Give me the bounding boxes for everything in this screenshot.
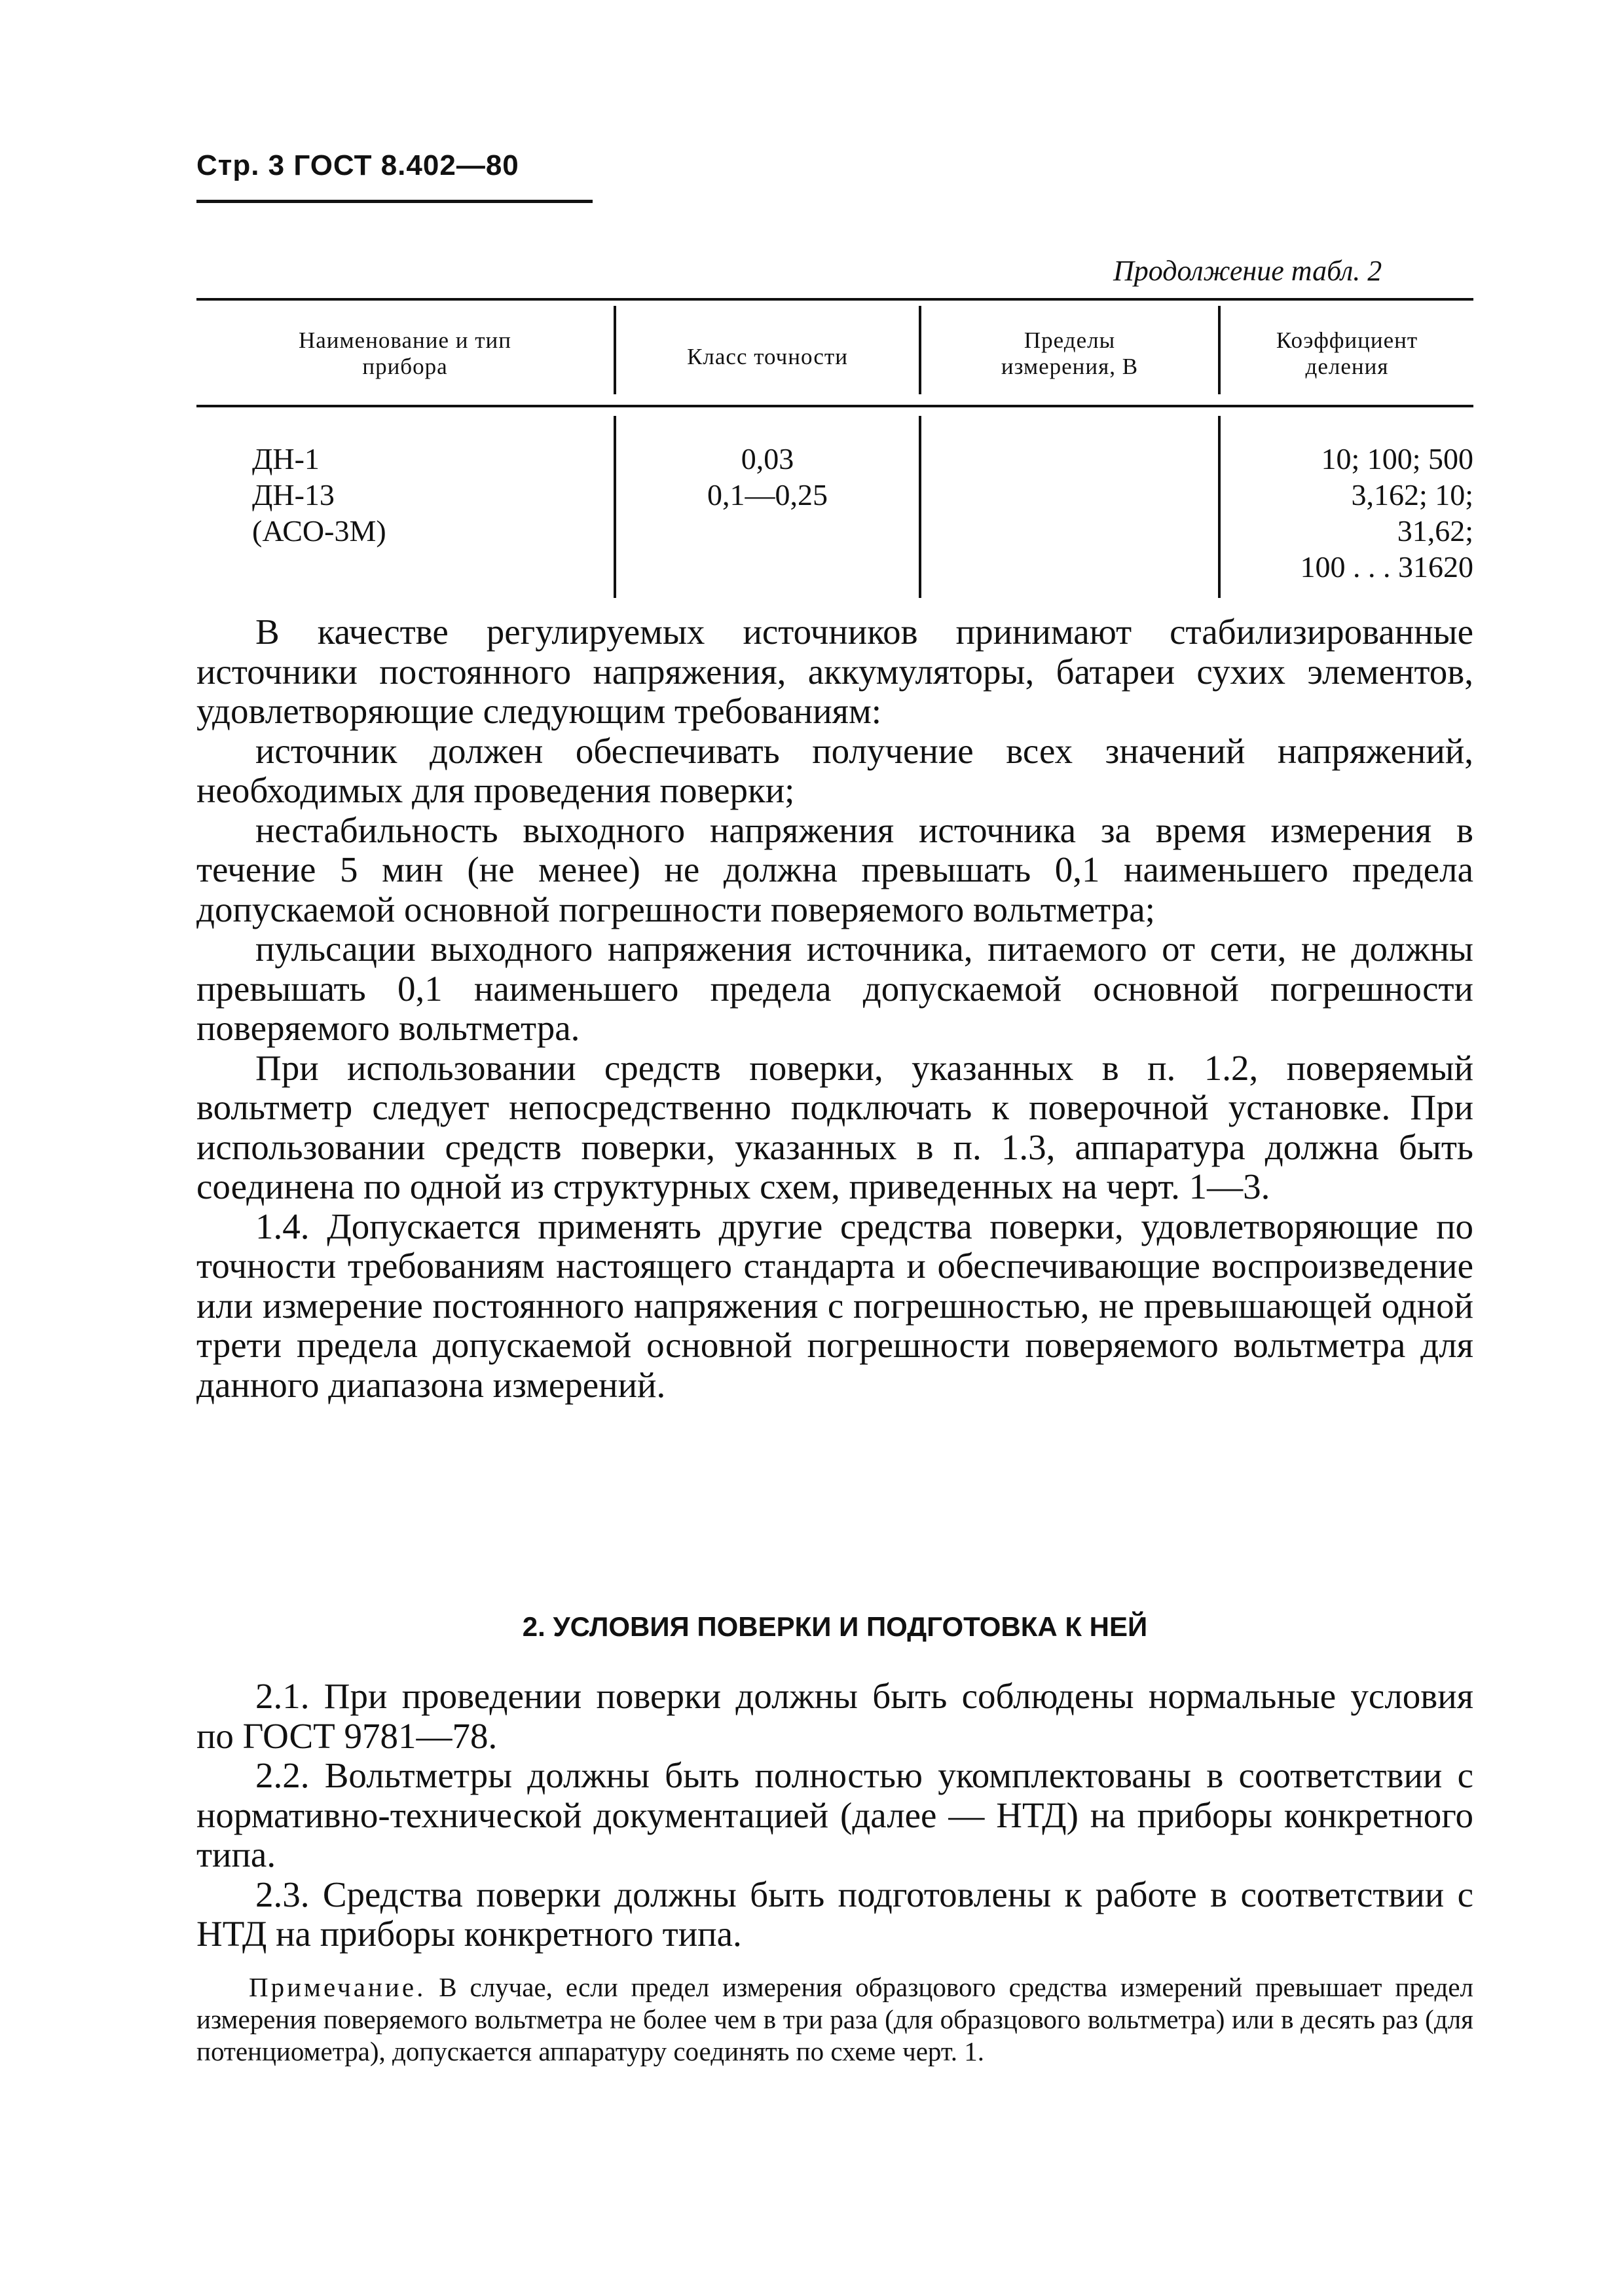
paragraph: нестабильность выходного напряжения источника за время измерения в течение 5 мин (не менее) не должна превышать 0,1 наименьшего предела допускаемой основной погрешности поверяемого вольтметра; [196, 810, 1473, 929]
paragraph: При использовании средств поверки, указанных в п. 1.2, поверяемый вольтметр следует непосредственно подключать к поверочной установке. При использовании средств поверки, указанных в п. 1.3, аппаратура должна быть соединена по одной из структурных схем, приведенных на черт. 1—3. [196, 1047, 1473, 1206]
table-caption: Продолжение табл. 2 [1113, 255, 1382, 287]
note [196, 1971, 1473, 2068]
body-text [196, 612, 1473, 1405]
paragraph: 2.3. Средства поверки должны быть подготовлены к работе в соответствии с НТД на приборы конкретного типа. [196, 1874, 1473, 1954]
table-top-rule [196, 298, 1473, 301]
note-label: Примечание. [249, 1972, 426, 2002]
spec-table [196, 298, 1473, 603]
column-header-name: Наименование и тип прибора [298, 327, 512, 379]
paragraph: 2.1. При проведении поверки должны быть соблюдены нормальные условия по ГОСТ 9781—78. [196, 1676, 1473, 1756]
page-header: Стр. 3 ГОСТ 8.402—80 [196, 149, 519, 181]
cell-division-coefficient: 10; 100; 500 3,162; 10; 31,62; 100 . . . 31620 [1300, 442, 1473, 584]
header-rule [196, 200, 593, 203]
paragraph: источник должен обеспечивать получение всех значений напряжений, необходимых для проведения поверки; [196, 730, 1473, 810]
note-text: В случае, если предел измерения образцового средства измерений превышает предел измерения поверяемого вольтметра не более чем в три раза (для образцового вольтметра) или в десять раз (для потенциометра), допускается аппаратуру соединять по схеме черт. 1. [196, 1972, 1474, 2066]
paragraph: пульсации выходного напряжения источника, питаемого от сети, не должны превышать 0,1 наименьшего предела допускаемой основной погрешности поверяемого вольтметра. [196, 929, 1473, 1048]
column-header-accuracy: Класс точности [687, 344, 848, 369]
section-title: 2. УСЛОВИЯ ПОВЕРКИ И ПОДГОТОВКА К НЕЙ [522, 1611, 1148, 1642]
cell-instrument-names: ДН-1 ДН-13 (АСО-3М) [252, 442, 386, 548]
cell-accuracy-class: 0,03 0,1—0,25 [707, 442, 828, 512]
paragraph: 2.2. Вольтметры должны быть полностью укомплектованы в соответствии с нормативно-технической документацией (далее — НТД) на приборы конкретного типа. [196, 1755, 1473, 1874]
column-header-coefficient: Коэффициент деления [1276, 327, 1418, 379]
section-2-text [196, 1677, 1473, 1954]
paragraph: 1.4. Допускается применять другие средства поверки, удовлетворяющие по точности требованиям настоящего стандарта и обеспечивающие воспроизведение или измерение постоянного напряжения с погрешностью, не превышающей одной трети предела допускаемой основной погрешности поверяемого вольтметра для данного диапазона измерений. [196, 1206, 1473, 1405]
col-divider [919, 416, 921, 598]
table-header-rule [196, 405, 1473, 407]
paragraph: В качестве регулируемых источников принимают стабилизированные источники постоянного напряжения, аккумуляторы, батареи сухих элементов, удовлетворяющие следующим требованиям: [196, 612, 1473, 731]
column-header-limits: Пределы измерения, В [1001, 327, 1139, 379]
